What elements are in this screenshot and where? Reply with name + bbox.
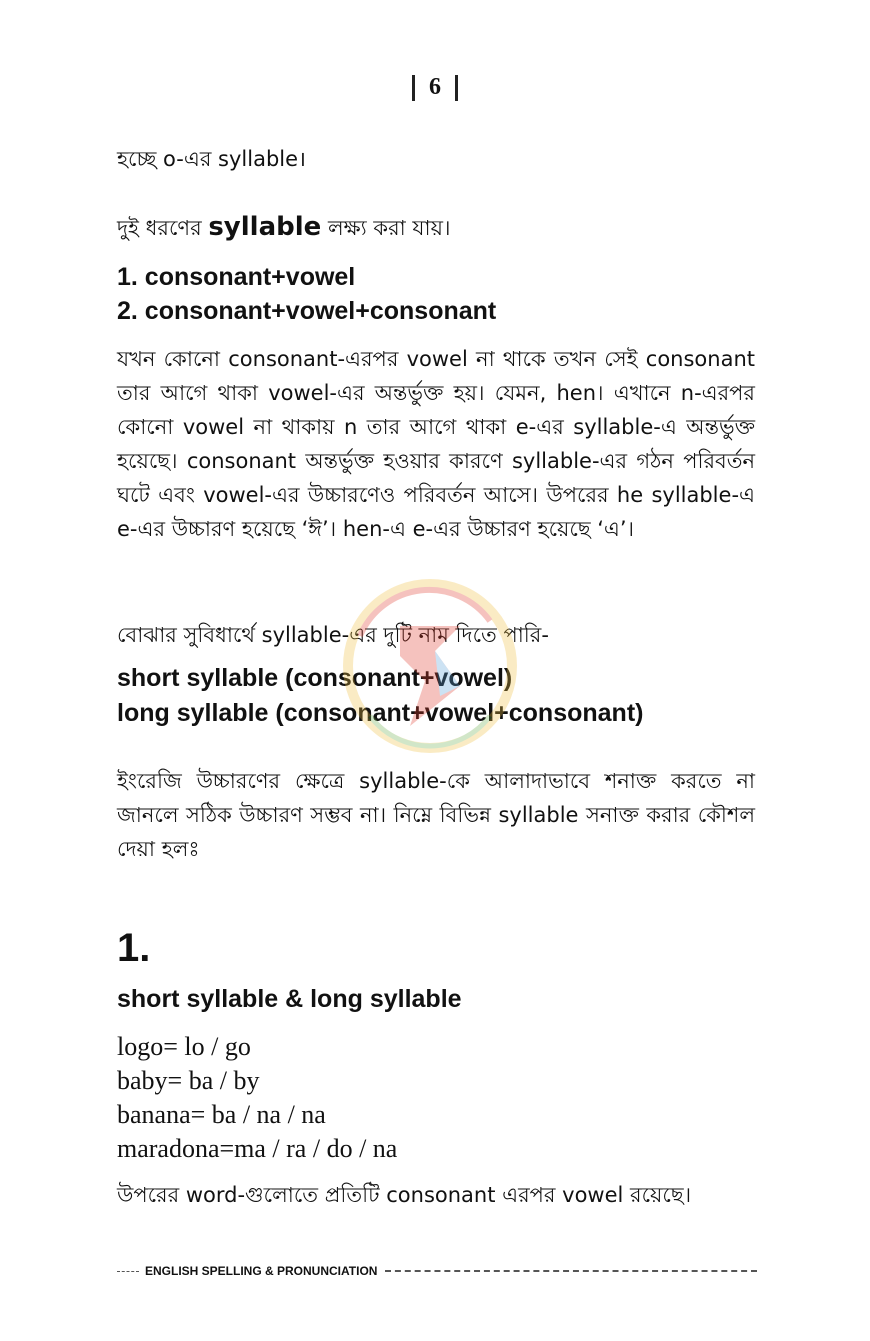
continuation-text: হচ্ছে o-এর syllable। (117, 147, 306, 171)
syllable-types-intro-term: syllable (208, 212, 322, 242)
section-note: উপরের word-গুলোতে প্রতিটি consonant এরপর vowel রয়েছে। (117, 1183, 692, 1207)
page-number-left-bar (412, 75, 415, 101)
long-syllable-definition: long syllable (consonant+vowel+consonant) (117, 699, 644, 727)
syllable-type-2: 2. consonant+vowel+consonant (117, 297, 497, 325)
page-number (0, 70, 870, 104)
explanation-paragraph: যখন কোনো consonant-এরপর vowel না থাকে তখন সেই consonant তার আগে থাকা vowel-এর অন্তর্ভুক্ত হয়। যেমন, hen। এখানে n-এরপর কোনো vowel না থাকায় n তার আগে থাকা e-এর syllable-এ অন্তর্ভুক্ত হয়েছে। consonant অন্তর্ভুক্ত হওয়ার কারণে syllable-এর গঠন পরিবর্তন ঘটে এবং vowel-এর উচ্চারণেও পরিবর্তন আসে। উপরের he syllable-এ e-এর উচ্চারণ হয়েছে ‘ঈ’। hen-এ e-এর উচ্চারণ হয়েছে ‘এ’। (117, 347, 755, 541)
example-banana: banana= ba / na / na (117, 1100, 326, 1129)
circular-logo-watermark-icon (340, 576, 520, 756)
importance-paragraph: ইংরেজি উচ্চারণের ক্ষেত্রে syllable-কে আলাদাভাবে শনাক্ত করতে না জানলে সঠিক উচ্চারণ সম্ভব না। নিম্নে বিভিন্ন syllable সনাক্ত করার কৌশল দেয়া হলঃ (117, 769, 755, 861)
section-title: short syllable & long syllable (117, 985, 462, 1013)
footer-rule (385, 1270, 757, 1272)
syllable-types-intro (117, 210, 755, 245)
page-number-right-bar (455, 75, 458, 101)
section-number: 1. (117, 926, 151, 970)
short-syllable-definition: short syllable (consonant+vowel) (117, 664, 513, 692)
syllable-types-intro-after: লক্ষ্য করা যায়। (321, 216, 451, 240)
example-maradona: maradona=ma / ra / do / na (117, 1134, 398, 1163)
syllable-names-intro: বোঝার সুবিধার্থে syllable-এর দুটি নাম দিতে পারি- (117, 623, 549, 647)
footer-lead-rule (117, 1271, 139, 1272)
running-footer (117, 1264, 757, 1278)
footer-title: ENGLISH SPELLING & PRONUNCIATION (145, 1264, 378, 1278)
example-list (117, 1030, 397, 1166)
example-baby: baby= ba / by (117, 1066, 260, 1095)
syllable-type-1: 1. consonant+vowel (117, 263, 356, 291)
page-number-text: 6 (429, 74, 441, 100)
syllable-types-intro-before: দুই ধরণের (117, 216, 209, 240)
example-logo: logo= lo / go (117, 1032, 251, 1061)
